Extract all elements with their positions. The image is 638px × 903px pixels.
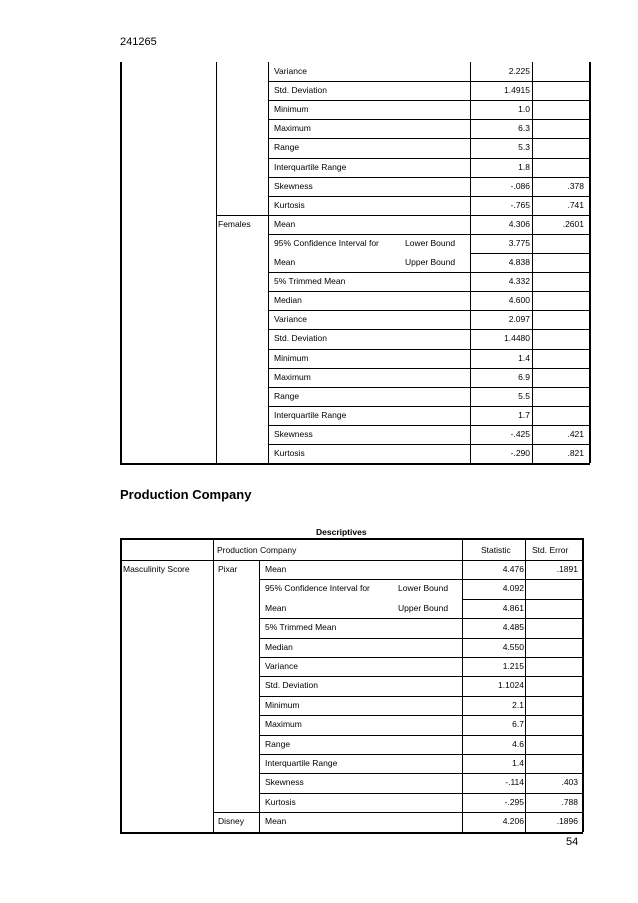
- table-rule: [120, 538, 583, 540]
- row-label: Mean: [265, 564, 287, 574]
- table-rule: [120, 832, 583, 834]
- row-label: Median: [274, 295, 302, 306]
- table-rule: [259, 754, 583, 755]
- statistic-value: -.290: [510, 448, 530, 458]
- std-error-value: .378: [567, 180, 584, 191]
- table-rule: [213, 812, 259, 813]
- table-rule: [462, 599, 583, 600]
- table-rule: [259, 560, 260, 832]
- row-label: Skewness: [265, 777, 304, 788]
- row-label: Std. Deviation: [265, 680, 318, 691]
- row-label: Interquartile Range: [265, 758, 338, 768]
- table-rule: [259, 676, 583, 677]
- table-rule: [470, 253, 590, 254]
- row-label: Maximum: [274, 123, 311, 134]
- statistic-value: 6.3: [518, 123, 530, 134]
- table-rule: [213, 538, 214, 832]
- row-label: Mean: [274, 218, 296, 229]
- statistic-value: 5.3: [518, 142, 530, 153]
- table-rule: [268, 81, 590, 82]
- row-label: Maximum: [274, 371, 311, 382]
- bound-label: Lower Bound: [405, 237, 456, 248]
- statistic-value: -.295: [504, 796, 524, 807]
- statistic-value: 1.8: [518, 161, 530, 172]
- table-rule: [120, 538, 122, 832]
- table-rule: [259, 715, 583, 716]
- table-rule: [259, 579, 583, 580]
- row-label: Range: [274, 390, 300, 401]
- table-rule: [259, 696, 583, 697]
- group-label: Females: [218, 218, 251, 229]
- statistic-value: 1.4915: [504, 85, 530, 96]
- statistic-value: 4.6: [512, 738, 524, 749]
- table-rule: [532, 62, 533, 463]
- statistic-value: -.425: [510, 428, 530, 439]
- table-rule: [462, 538, 463, 832]
- row-label: Mean: [265, 816, 287, 827]
- table-rule: [268, 425, 590, 426]
- bound-label: Upper Bound: [398, 602, 449, 613]
- std-error-value: .788: [561, 796, 578, 807]
- row-label: Range: [274, 142, 300, 153]
- row-label: Maximum: [265, 719, 302, 730]
- statistic-value: 1.4: [512, 758, 524, 768]
- table-rule: [268, 406, 590, 407]
- table-rule: [268, 387, 590, 388]
- statistic-value: 1.7: [518, 409, 530, 420]
- table-rule: [259, 638, 583, 639]
- row-label: Kurtosis: [265, 796, 296, 807]
- table-rule: [268, 368, 590, 369]
- std-error-value: .2601: [562, 218, 584, 229]
- table-rule: [259, 793, 583, 794]
- table-rule: [470, 62, 471, 463]
- row-label: 95% Confidence Interval for: [265, 583, 370, 594]
- table-rule: [216, 62, 217, 463]
- statistic-value: 4.838: [508, 257, 530, 267]
- table-rule: [268, 215, 590, 216]
- group-label: Disney: [218, 816, 244, 827]
- statistic-value: 4.600: [508, 295, 530, 306]
- row-label: Kurtosis: [274, 448, 305, 458]
- std-error-value: .1891: [556, 564, 578, 574]
- statistic-value: 4.861: [502, 602, 524, 613]
- statistic-value: 1.4480: [504, 333, 530, 344]
- row-label: Mean: [274, 257, 296, 267]
- statistic-value: 4.092: [502, 583, 524, 594]
- table-rule: [259, 812, 583, 813]
- row-label: Skewness: [274, 428, 313, 439]
- group-label: Pixar: [218, 564, 238, 574]
- table-rule: [259, 618, 583, 619]
- bound-label: Lower Bound: [398, 583, 449, 594]
- statistic-value: 3.775: [508, 237, 530, 248]
- statistic-value: 1.215: [502, 661, 524, 671]
- bound-label: Upper Bound: [405, 257, 456, 267]
- table-rule: [268, 272, 590, 273]
- std-error-value: .403: [561, 777, 578, 788]
- statistic-value: 2.097: [508, 314, 530, 325]
- table-rule: [120, 62, 122, 463]
- column-header-statistic: Statistic: [481, 545, 511, 555]
- statistic-value: 1.0: [518, 104, 530, 115]
- statistic-value: 4.485: [502, 622, 524, 633]
- table-rule: [259, 735, 583, 736]
- row-label: Kurtosis: [274, 199, 305, 210]
- statistic-value: 4.206: [502, 816, 524, 827]
- table-rule: [216, 215, 268, 216]
- table-rule: [120, 560, 583, 561]
- statistic-value: 1.1024: [498, 680, 524, 691]
- std-error-value: .1896: [556, 816, 578, 827]
- section-title: Production Company: [120, 487, 252, 502]
- table-rule: [268, 100, 590, 101]
- column-header-factor: Production Company: [217, 545, 297, 555]
- statistic-value: 1.4: [518, 352, 530, 363]
- std-error-value: .741: [567, 199, 584, 210]
- row-label: Variance: [265, 661, 298, 671]
- table-rule: [582, 538, 584, 832]
- variable-label: Masculinity Score: [123, 564, 190, 574]
- statistic-value: 4.550: [502, 641, 524, 652]
- column-header-std-error: Std. Error: [532, 545, 569, 555]
- statistic-value: 6.7: [512, 719, 524, 730]
- page-number: 54: [566, 836, 579, 848]
- std-error-value: .821: [567, 448, 584, 458]
- statistic-value: 4.332: [508, 276, 530, 287]
- row-label: Std. Deviation: [274, 85, 327, 96]
- table-rule: [268, 310, 590, 311]
- statistic-value: 4.306: [508, 218, 530, 229]
- row-label: Range: [265, 738, 291, 749]
- statistic-value: 2.225: [508, 66, 530, 76]
- row-label: Mean: [265, 602, 287, 613]
- statistic-value: -.114: [505, 777, 524, 788]
- row-label: Variance: [274, 66, 307, 76]
- table-rule: [268, 62, 269, 463]
- statistic-value: 5.5: [518, 390, 530, 401]
- table-rule: [589, 62, 591, 463]
- row-label: Minimum: [274, 104, 309, 115]
- table-rule: [268, 234, 590, 235]
- row-label: Variance: [274, 314, 307, 325]
- row-label: Minimum: [274, 352, 309, 363]
- table-rule: [259, 773, 583, 774]
- row-label: 95% Confidence Interval for: [274, 237, 379, 248]
- table-rule: [268, 291, 590, 292]
- row-label: Std. Deviation: [274, 333, 327, 344]
- table-rule: [268, 196, 590, 197]
- table-caption: Descriptives: [316, 527, 367, 537]
- row-label: 5% Trimmed Mean: [274, 276, 346, 287]
- page-header: 241265: [120, 36, 157, 48]
- table-rule: [268, 158, 590, 159]
- table-rule: [268, 349, 590, 350]
- table-rule: [525, 538, 526, 832]
- row-label: 5% Trimmed Mean: [265, 622, 337, 633]
- table-rule: [268, 119, 590, 120]
- row-label: Median: [265, 641, 293, 652]
- table-rule: [268, 444, 590, 445]
- table-rule: [268, 329, 590, 330]
- statistic-value: 4.476: [502, 564, 524, 574]
- statistic-value: -.765: [510, 199, 530, 210]
- statistic-value: 6.9: [518, 371, 530, 382]
- table-rule: [268, 138, 590, 139]
- table-rule: [268, 177, 590, 178]
- row-label: Interquartile Range: [274, 409, 347, 420]
- row-label: Minimum: [265, 699, 300, 710]
- std-error-value: .421: [567, 428, 584, 439]
- table-rule: [259, 657, 583, 658]
- row-label: Interquartile Range: [274, 161, 347, 172]
- row-label: Skewness: [274, 180, 313, 191]
- statistic-value: 2.1: [512, 699, 524, 710]
- statistic-value: -.086: [510, 180, 530, 191]
- table-rule: [120, 463, 590, 465]
